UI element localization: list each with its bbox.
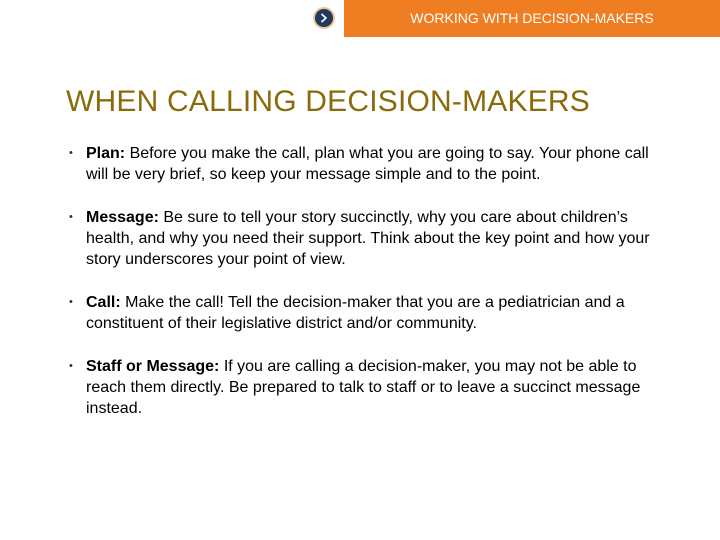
bullet-dot: • [69,211,73,223]
bullet-lead: Plan: [86,145,126,162]
bullet-text: Make the call! Tell the decision-maker that you are a pediatrician and a constituent of their legislative district and/or community. [86,294,625,332]
page-title: WHEN CALLING DECISION-MAKERS [66,85,591,118]
bullet-dot: • [69,360,73,372]
bullet-dot: • [69,296,73,308]
bullet-text: Be sure to tell your story succinctly, why you care about children’s health, and why you need their support. Think about the key point and how your story underscores your point of view. [86,209,650,268]
bullet-text: Before you make the call, plan what you are going to say. Your phone call will be very brief, so keep your message simple and to the point. [86,145,649,183]
bullet-message [66,207,666,270]
bullet-plan [66,143,666,185]
header-banner [344,0,720,37]
bullet-lead: Message: [86,209,159,226]
bullet-lead: Call: [86,294,121,311]
bullet-call [66,292,666,334]
bullet-text: If you are calling a decision-maker, you may not be able to reach them directly. Be prepared to talk to staff or to leave a succinct message instead. [86,358,641,417]
chevron-right-icon[interactable] [313,7,335,29]
bullet-dot: • [69,147,73,159]
bullet-lead: Staff or Message: [86,358,220,375]
header-title: WORKING WITH DECISION-MAKERS [410,10,654,26]
bullet-list [66,143,666,441]
bullet-staff [66,356,666,419]
